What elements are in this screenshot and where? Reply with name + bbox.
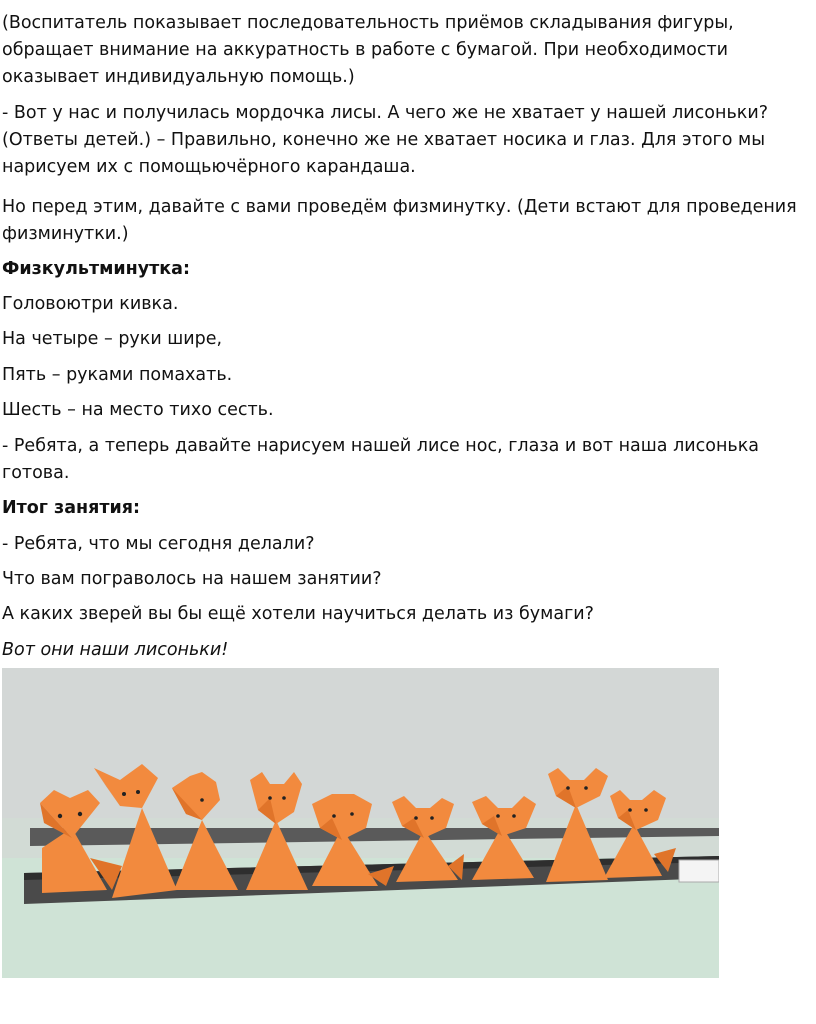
photo-device xyxy=(679,860,719,882)
heading-lesson-summary: Итог занятия: xyxy=(2,498,140,518)
question-line-2: Что вам пограволось на нашем занятии? xyxy=(2,569,382,589)
rhyme-line-4: Шесть – на место тихо сесть. xyxy=(2,400,274,420)
heading-fizkultminutka: Физкультминутка: xyxy=(2,259,190,279)
foxes-photo xyxy=(2,668,719,978)
caption-foxes: Вот они наши лисоньки! xyxy=(2,640,229,660)
rhyme-line-3: Пять – руками помахать. xyxy=(2,365,233,385)
paragraph-fox-face: - Вот у нас и получилась мордочка лисы. А чего же не хватает у нашей лисоньки? (Ответы детей.) – Правильно, конечно же не хватает носика и глаз. Для этого мы нарисуем их с помощьючёрного карандаша. xyxy=(2,103,768,177)
paragraph-physical-break: Но перед этим, давайте с вами проведём физминутку. (Дети встают для проведения физминутки.) xyxy=(2,197,797,244)
paragraph-draw-nose: - Ребята, а теперь давайте нарисуем нашей лисе нос, глаза и вот наша лисонька готова. xyxy=(2,436,760,483)
question-line-3: А каких зверей вы бы ещё хотели научиться делать из бумаги? xyxy=(2,604,594,624)
question-line-1: - Ребята, что мы сегодня делали? xyxy=(2,534,315,554)
foxes-photo-image xyxy=(2,668,719,978)
rhyme-line-1: Головоютри кивка. xyxy=(2,294,179,314)
rhyme-line-2: На четыре – руки шире, xyxy=(2,329,223,349)
paragraph-teacher-shows: (Воспитатель показывает последовательность приёмов складывания фигуры, обращает внимание на аккуратность в работе с бумагой. При необходимости оказывает индивидуальную помощь.) xyxy=(2,13,734,87)
